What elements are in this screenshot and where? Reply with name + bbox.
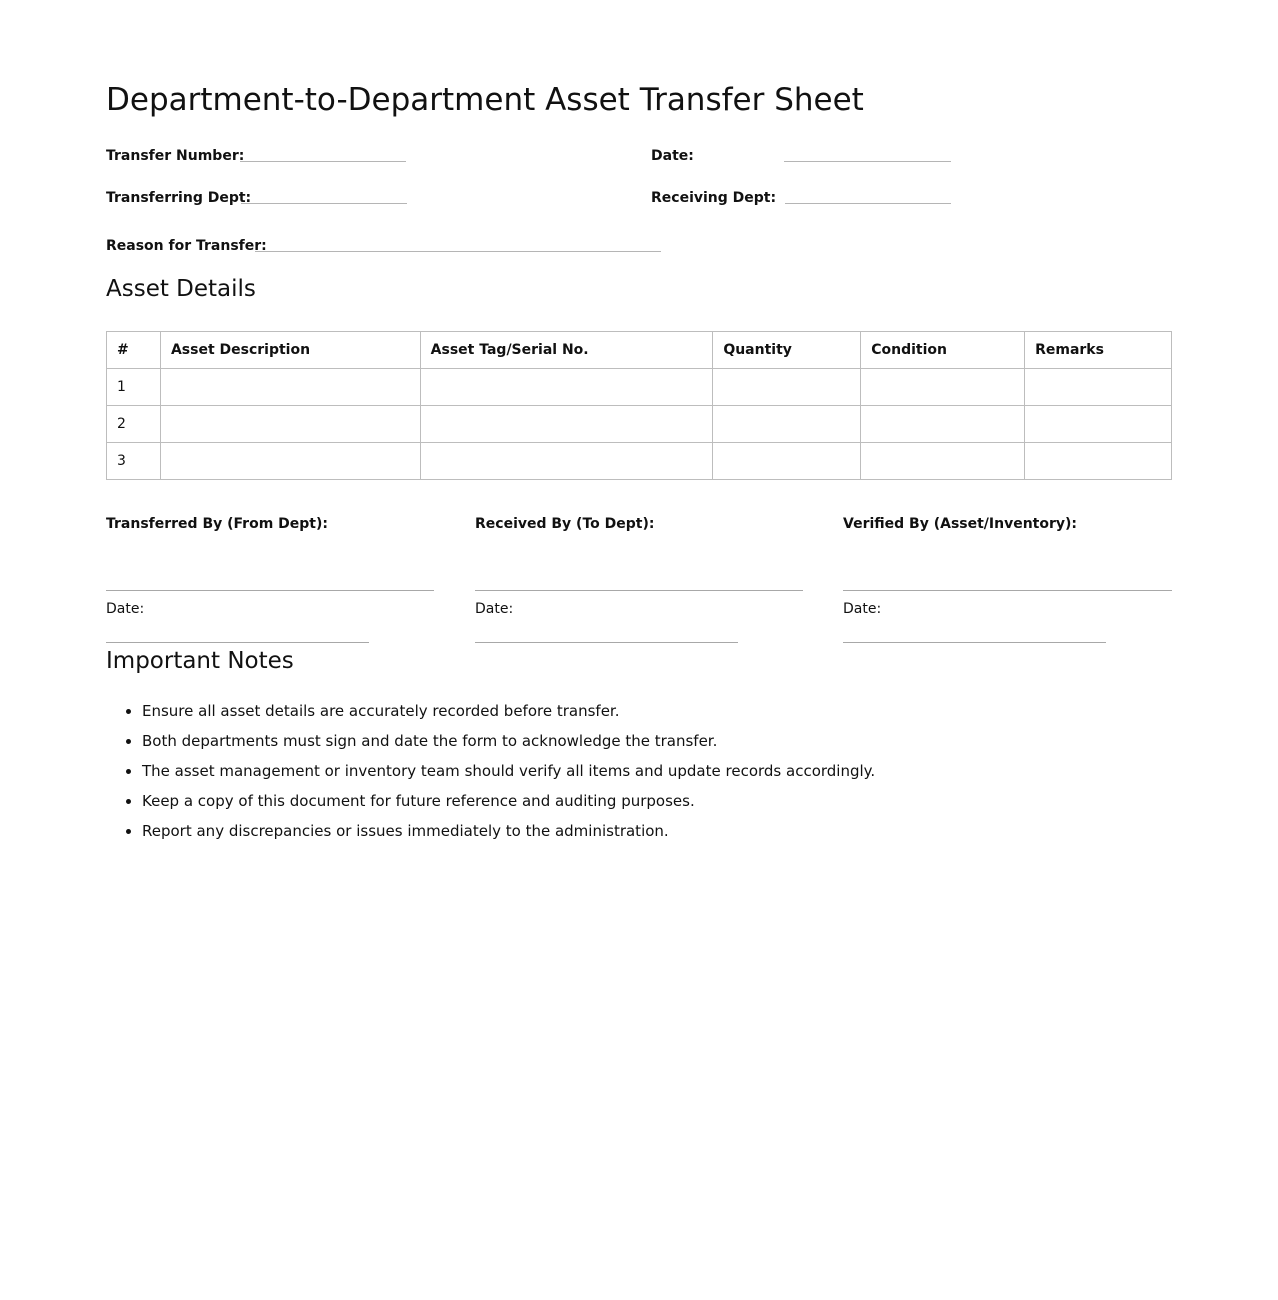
date-input-line[interactable] [784,161,951,162]
transferred-by-label: Transferred By (From Dept): [106,516,328,532]
tag-cell[interactable] [420,406,713,443]
condition-cell[interactable] [861,443,1025,480]
table-row [107,406,1172,443]
received-by-date-line[interactable] [475,642,738,643]
remarks-cell[interactable] [1025,406,1172,443]
verified-by-label: Verified By (Asset/Inventory): [843,516,1078,532]
row-number-cell: 2 [107,406,161,443]
condition-cell[interactable] [861,406,1025,443]
column-header-quantity: Quantity [713,332,861,369]
transferring-dept-label: Transferring Dept: [106,190,252,206]
column-header-condition: Condition [861,332,1025,369]
received-by-label: Received By (To Dept): [475,516,655,532]
receiving-dept-input-line[interactable] [785,203,951,204]
column-header-description: Asset Description [160,332,420,369]
description-cell[interactable] [160,406,420,443]
remarks-cell[interactable] [1025,443,1172,480]
transferred-by-date-label: Date: [106,601,145,617]
column-header-tag: Asset Tag/Serial No. [420,332,713,369]
date-label: Date: [651,148,694,164]
transferred-by-signature-line[interactable] [106,590,434,591]
list-item: • Report any discrepancies or issues immediately to the administration. [142,816,875,846]
transfer-number-input-line[interactable] [240,161,406,162]
page-title: Department-to-Department Asset Transfer Sheet [106,82,864,118]
table-row [107,443,1172,480]
reason-input-line[interactable] [255,251,661,252]
quantity-cell[interactable] [713,443,861,480]
row-number-cell: 3 [107,443,161,480]
verified-by-date-line[interactable] [843,642,1106,643]
asset-details-heading: Asset Details [106,276,256,302]
remarks-cell[interactable] [1025,369,1172,406]
transferred-by-date-line[interactable] [106,642,369,643]
quantity-cell[interactable] [713,369,861,406]
receiving-dept-label: Receiving Dept: [651,190,777,206]
received-by-signature-line[interactable] [475,590,803,591]
list-item: • Both departments must sign and date the form to acknowledge the transfer. [142,726,875,756]
notes-list [106,696,875,846]
description-cell[interactable] [160,369,420,406]
column-header-remarks: Remarks [1025,332,1172,369]
description-cell[interactable] [160,443,420,480]
table-row [107,369,1172,406]
tag-cell[interactable] [420,443,713,480]
tag-cell[interactable] [420,369,713,406]
list-item: • Keep a copy of this document for future reference and auditing purposes. [142,786,875,816]
important-notes-heading: Important Notes [106,648,294,674]
column-header-number: # [107,332,161,369]
reason-label: Reason for Transfer: [106,238,267,254]
verified-by-signature-line[interactable] [843,590,1172,591]
transferring-dept-input-line[interactable] [241,203,407,204]
transfer-number-label: Transfer Number: [106,148,245,164]
list-item: • The asset management or inventory team should verify all items and update records accordingly. [142,756,875,786]
received-by-date-label: Date: [475,601,514,617]
quantity-cell[interactable] [713,406,861,443]
asset-table [106,331,1172,480]
verified-by-date-label: Date: [843,601,882,617]
row-number-cell: 1 [107,369,161,406]
condition-cell[interactable] [861,369,1025,406]
table-header-row [107,332,1172,369]
list-item: • Ensure all asset details are accurately recorded before transfer. [142,696,875,726]
